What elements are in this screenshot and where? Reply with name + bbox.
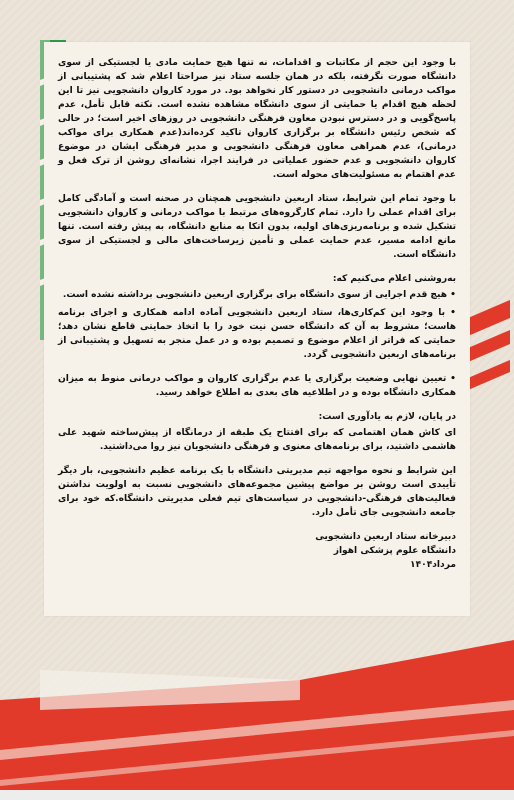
bottom-flag-band (0, 640, 514, 800)
paragraph: با وجود این حجم از مکاتبات و اقدامات، نه تنها هیچ حمایت مادی یا لجستیکی از سوی دانشگاه صورت نگرفته، بلکه در همان جلسه ستاد نیز صراحتا اعلام شد که پشتیبانی از مواکب درمانی دانشجویی در دستور کار نخواهد بود. در مورد کاروان دانشجویی نیز تا این لحظه هیچ اقدام یا حمایتی از سوی دانشگاه مشاهده نشده است. نکته قابل تأمل، عدم پاسخ‌گویی و در دسترس نبودن معاون فرهنگی دانشجویی در روزهای اخیر است؛ در حالی که شخص رئیس دانشگاه بر برگزاری کاروان تاکید کرده‌اند(عدم همکاری برای مواکب درمانی)، عدم همراهی معاون فرهنگی دانشجویی و مدیر فرهنگی ایشان در موضوع کاروان دانشجویی و عدم حضور عملیاتی در فرایند اجرا، نشانه‌ای روشن از ترک فعل و عدم اهتمام به مسئولیت‌های محوله است. (58, 58, 456, 180)
closing-paragraph: ای کاش همان اهتمامی که برای افتتاح یک طبقه از درمانگاه از پیش‌ساخته شهید علی هاشمی داشتید، برای برنامه‌های معنوی و فرهنگی دانشجویان نیز روا می‌داشتید. (58, 428, 456, 452)
bullet-item: • هیچ قدم اجرایی از سوی دانشگاه برای برگزاری اربعین دانشجویی برداشته نشده است. (62, 290, 456, 300)
bullet-item: • با وجود این کم‌کاری‌ها، ستاد اربعین دانشجویی آماده ادامه همکاری و اجرای برنامه هاست؛ مشروط به آن که دانشگاه حسن نیت خود را با اتخاذ حمایتی قاطع نشان دهد؛ حمایتی که فراتر از اعلام موضوع و تصمیم بوده و در عمل منجر به تسهیل و پشتیبانی از برنامه‌های اربعین دانشجویی گردد. (58, 308, 456, 360)
statement-body (58, 56, 456, 572)
signature-date: مرداد۱۴۰۴ (410, 560, 456, 570)
paragraph: با وجود تمام این شرایط، ستاد اربعین دانشجویی همچنان در صحنه است و آمادگی کامل برای اقدام عملی را دارد. تمام کارگروه‌های مرتبط با مواکب درمانی و کاروان دانشجویی تشکیل شده و برنامه‌ریزی‌های اولیه، بدون اتکا به منابع دانشگاه، به پیش رفته است. تنها مانع ادامه مسیر، عدم حمایت عملی و تأمین زیرساخت‌های مالی و لجستیکی از سوی دانشگاه است. (58, 194, 456, 260)
closing-heading: در پایان، لازم به یادآوری است: (318, 412, 456, 422)
signature-line: دانشگاه علوم پزشکی اهواز (333, 546, 456, 556)
intro-line: به‌روشنی اعلام می‌کنیم که: (332, 274, 456, 284)
bullet-item: • تعیین نهایی وضعیت برگزاری یا عدم برگزاری کاروان و مواکب درمانی منوط به میزان همکاری دانشگاه بوده و در اطلاعیه های بعدی به اطلاع خواهد رسید. (58, 374, 456, 398)
closing-paragraph: این شرایط و نحوه مواجهه تیم مدیریتی دانشگاه با یک برنامه عظیم دانشجویی، بار دیگر تأییدی است روشن بر مواضع پیشین مجموعه‌های دانشجویی نسبت به اولویت نداشتن فعالیت‌های فرهنگی-دانشجویی در سیاست‌های تیم فعلی مدیریتی دانشگاه.که خود برای جامعه دانشجویی جای تأمل دارد. (58, 466, 456, 518)
signature-line: دبیرخانه ستاد اربعین دانشجویی (315, 532, 456, 542)
